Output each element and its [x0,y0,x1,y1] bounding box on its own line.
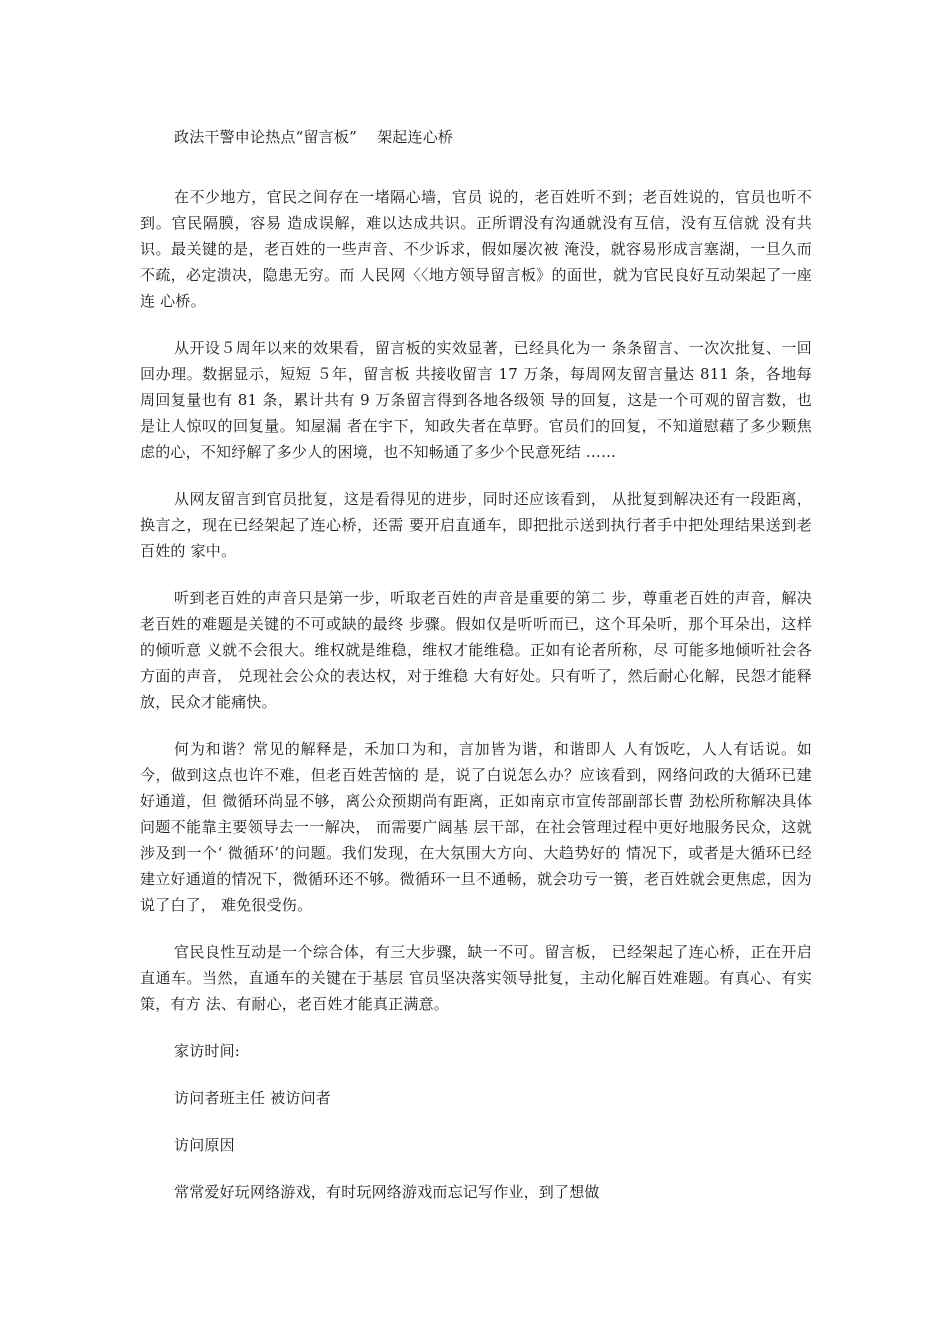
visit-reason-label: 访问原因 [174,1136,235,1154]
paragraph-2: 从开设５周年以来的效果看，留言板的实效显著，已经具化为一 条条留言、一次次批复、一回回办理。数据显示，短短 ５年，留言板 共接收留言 17 万条，每周网友留言量达 811 条，各地每 周回复量也有 81 条，累计共有 9 万条留言得到各地各级领 导的回复，这是一个可观的留言数，也是让人惊叹的回复量。知屋漏 者在宇下，知政失者在草野。官员们的回复，不知道慰藉了多少颗焦 虑的心，不知纾解了多少人的困境，也不知畅通了多少个民意死结 …… [140,339,812,461]
visit-time-label: 家访时间: [174,1042,241,1060]
paragraph-3: 从网友留言到官员批复，这是看得见的进步，同时还应该看到， 从批复到解决还有一段距离，换言之，现在已经架起了连心桥，还需 要开启直通车，即把批示送到执行者手中把处理结果送到老百姓的 家中。 [140,490,812,560]
paragraph-5: 何为和谐？常见的解释是，禾加口为和，言加皆为谐，和谐即人 人有饭吃，人人有话说。如今，做到这点也许不难，但老百姓苦恼的 是，说了白说怎么办？应该看到，网络问政的大循环已建好通道，但 微循环尚显不够，离公众预期尚有距离，正如南京市宣传部副部长曹 劲松所称解决具体问题不能靠主要领导去一一解决， 而需要广阔基 层干部，在社会管理过程中更好地服务民众，这就涉及到一个‘ 微循环’的问题。我们发现，在大氛围大方向、大趋势好的 情况下，或者是大循环已经建立好通道的情况下，微循环还不够。微循环一旦不通畅，就会功亏一篑，老百姓就会更焦虑，因为说了白了， 难免很受伤。 [140,740,812,914]
visit-participants: 访问者班主任 被访问者 [174,1089,331,1107]
visit-reason-text: 常常爱好玩网络游戏，有时玩网络游戏而忘记写作业，到了想做 [174,1183,600,1201]
paragraph-4: 听到老百姓的声音只是第一步，听取老百姓的声音是重要的第二 步，尊重老百姓的声音，解决老百姓的难题是关键的不可或缺的最终 步骤。假如仅是听听而已，这个耳朵听，那个耳朵出，这样的倾听意 义就不会很大。维权就是维稳，维权才能维稳。正如有论者所称，尽 可能多地倾听社会各方面的声音， 兑现社会公众的表达权，对于维稳 大有好处。只有听了，然后耐心化解，民怨才能释放，民众才能痛快。 [140,589,812,711]
paragraph-1: 在不少地方，官民之间存在一堵隔心墙，官员 说的，老百姓听不到；老百姓说的，官员也听不到。官民隔膜，容易 造成误解，难以达成共识。正所谓没有沟通就没有互信，没有互信就 没有共识。最关键的是，老百姓的一些声音、不少诉求，假如屡次被 淹没，就容易形成言塞湖，一旦久而不疏，必定溃决，隐患无穷。而 人民网〈〈地方领导留言板》的面世，就为官民良好互动架起了一座连 心桥。 [140,188,812,310]
paragraph-6: 官民良性互动是一个综合体，有三大步骤，缺一不可。留言板， 已经架起了连心桥，正在开启直通车。当然，直通车的关键在于基层 官员坚决落实领导批复，主动化解百姓难题。有真心、有实策，有方 法、有耐心，老百姓才能真正满意。 [140,943,812,1013]
document-body [140,124,812,1226]
document-title: 政法干警申论热点“留言板” 架起连心桥 [174,128,454,146]
